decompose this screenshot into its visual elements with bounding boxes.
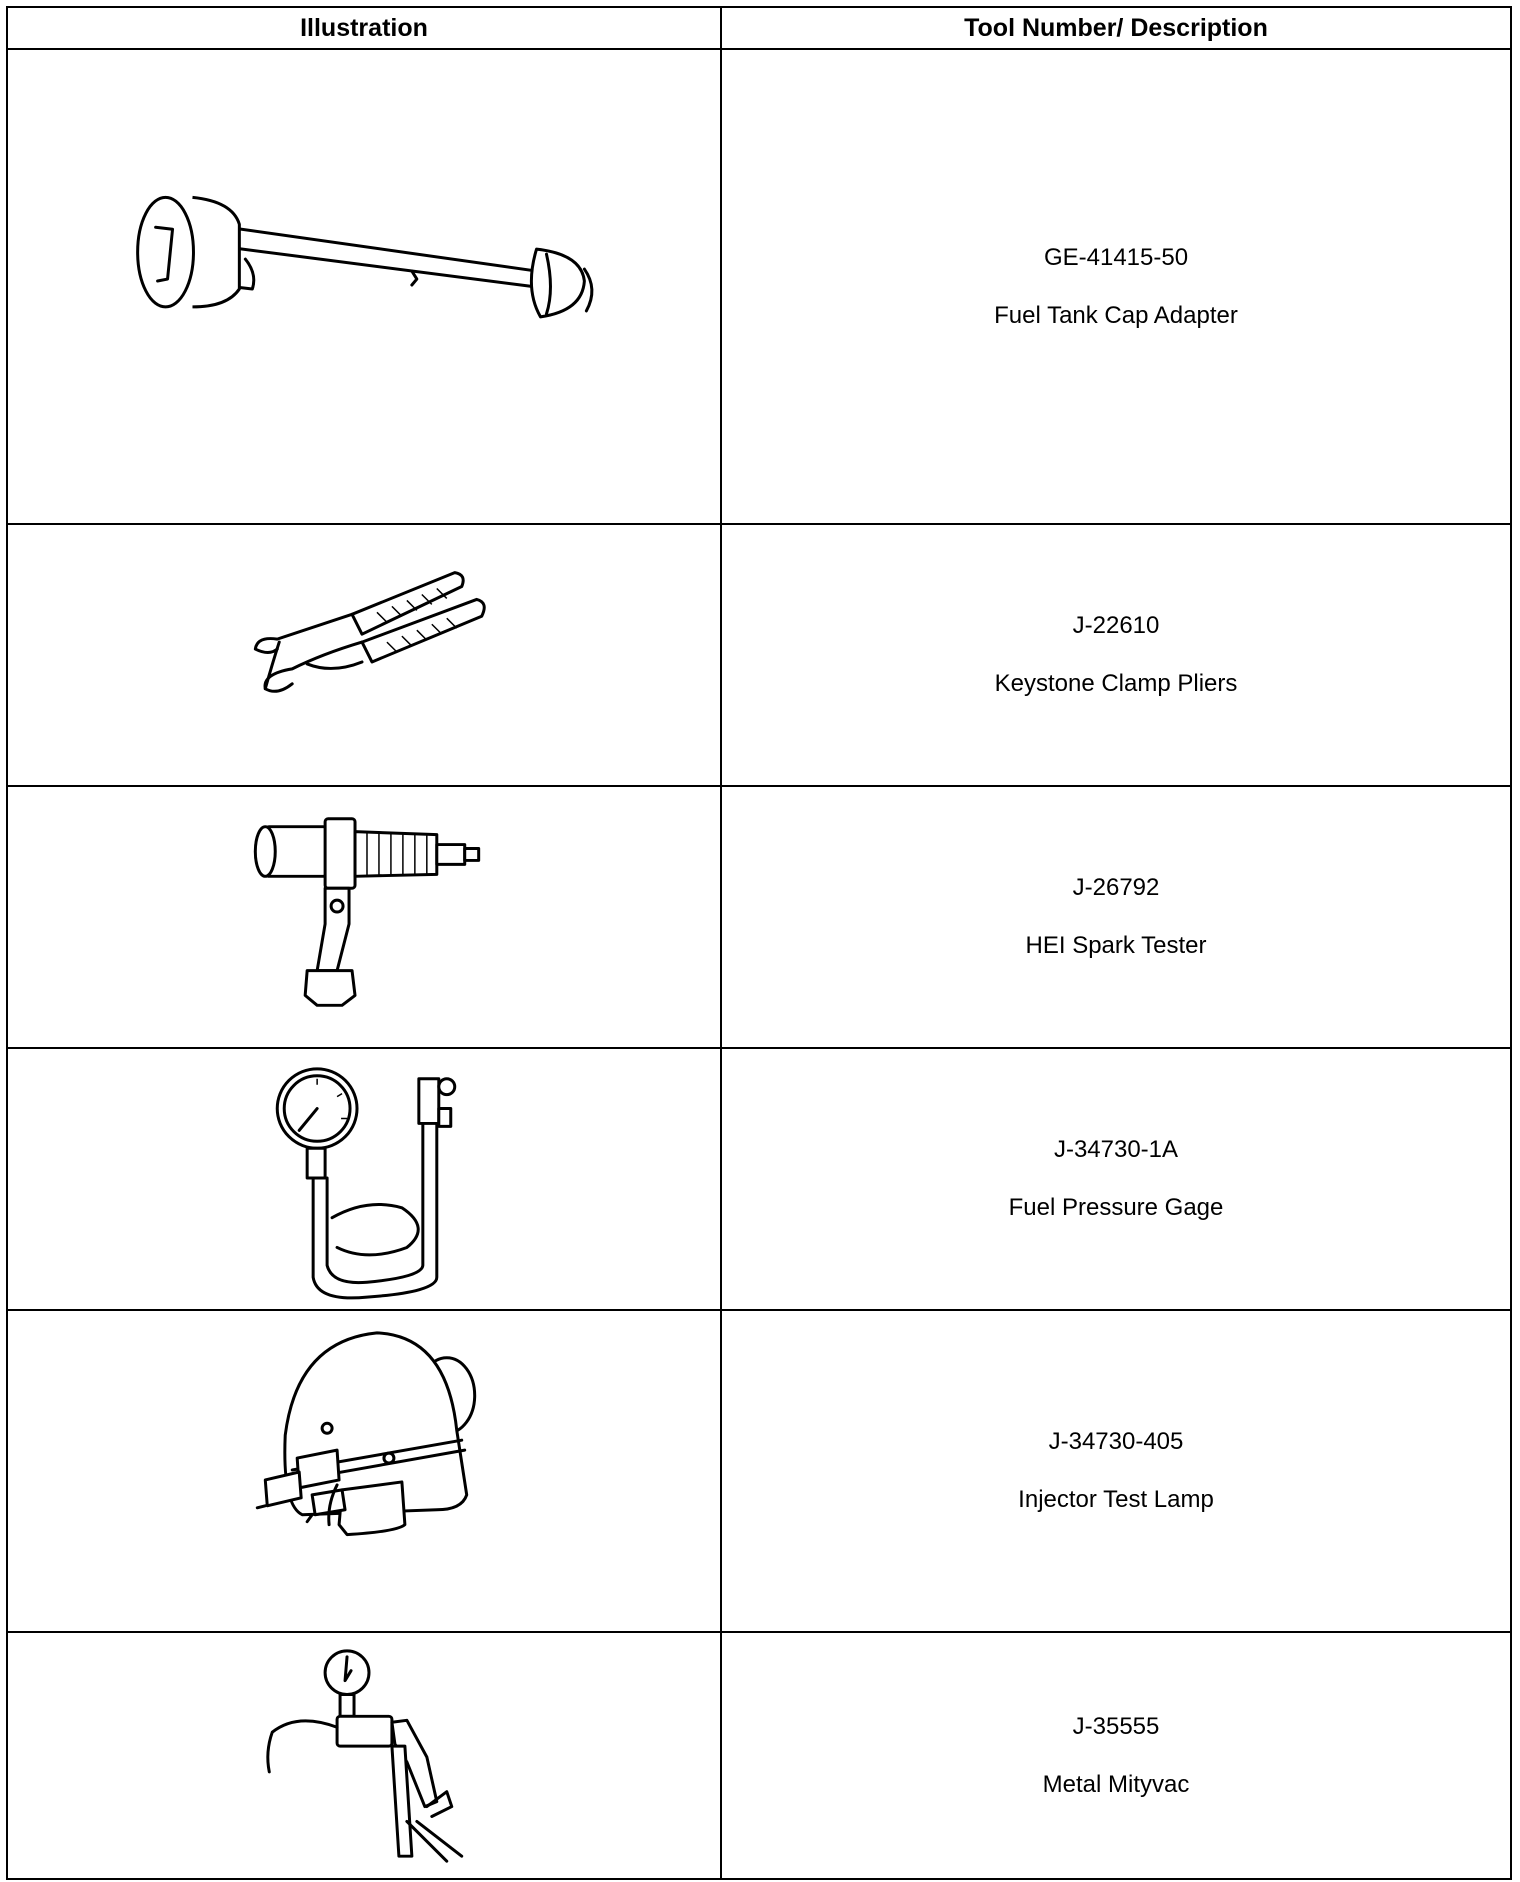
- tool-description: HEI Spark Tester: [1025, 932, 1207, 959]
- injector-test-lamp-icon: [8, 1311, 720, 1631]
- tool-number: J-34730-1A: [1053, 1136, 1179, 1163]
- description-cell: [721, 786, 1511, 1048]
- illustration-cell: [7, 1048, 721, 1310]
- tool-number: GE-41415-50: [1043, 243, 1189, 271]
- tool-number: J-26792: [1072, 874, 1160, 901]
- table-row: [7, 786, 1511, 1048]
- table-row: [7, 524, 1511, 786]
- header-tool-description: Tool Number/ Description: [721, 7, 1511, 49]
- tool-number: J-22610: [1072, 612, 1160, 639]
- description-cell: [721, 1632, 1511, 1879]
- header-illustration: Illustration: [7, 7, 721, 49]
- table-row: [7, 1310, 1511, 1632]
- tool-number: J-35555: [1072, 1712, 1160, 1740]
- tool-description: Keystone Clamp Pliers: [994, 670, 1238, 697]
- tool-description: Fuel Pressure Gage: [1008, 1194, 1224, 1221]
- illustration-cell: [7, 524, 721, 786]
- table-header-row: [7, 7, 1511, 49]
- illustration-cell: [7, 49, 721, 524]
- tool-description: Injector Test Lamp: [1018, 1486, 1214, 1513]
- metal-mityvac-icon: [8, 1633, 720, 1878]
- description-cell: [721, 1048, 1511, 1310]
- tool-description: Metal Mityvac: [1042, 1770, 1190, 1798]
- illustration-cell: [7, 1632, 721, 1879]
- tool-number: J-34730-405: [1048, 1428, 1184, 1455]
- table-row: [7, 49, 1511, 524]
- description-cell: [721, 524, 1511, 786]
- keystone-clamp-pliers-icon: [8, 525, 720, 785]
- description-cell: [721, 49, 1511, 524]
- table-row: [7, 1632, 1511, 1879]
- fuel-tank-cap-adapter-icon: [8, 50, 720, 523]
- illustration-cell: [7, 786, 721, 1048]
- description-cell: [721, 1310, 1511, 1632]
- hei-spark-tester-icon: [8, 787, 720, 1047]
- fuel-pressure-gage-icon: [8, 1049, 720, 1309]
- special-tools-table: [6, 6, 1512, 1880]
- illustration-cell: [7, 1310, 721, 1632]
- table-row: [7, 1048, 1511, 1310]
- tool-description: Fuel Tank Cap Adapter: [994, 301, 1238, 329]
